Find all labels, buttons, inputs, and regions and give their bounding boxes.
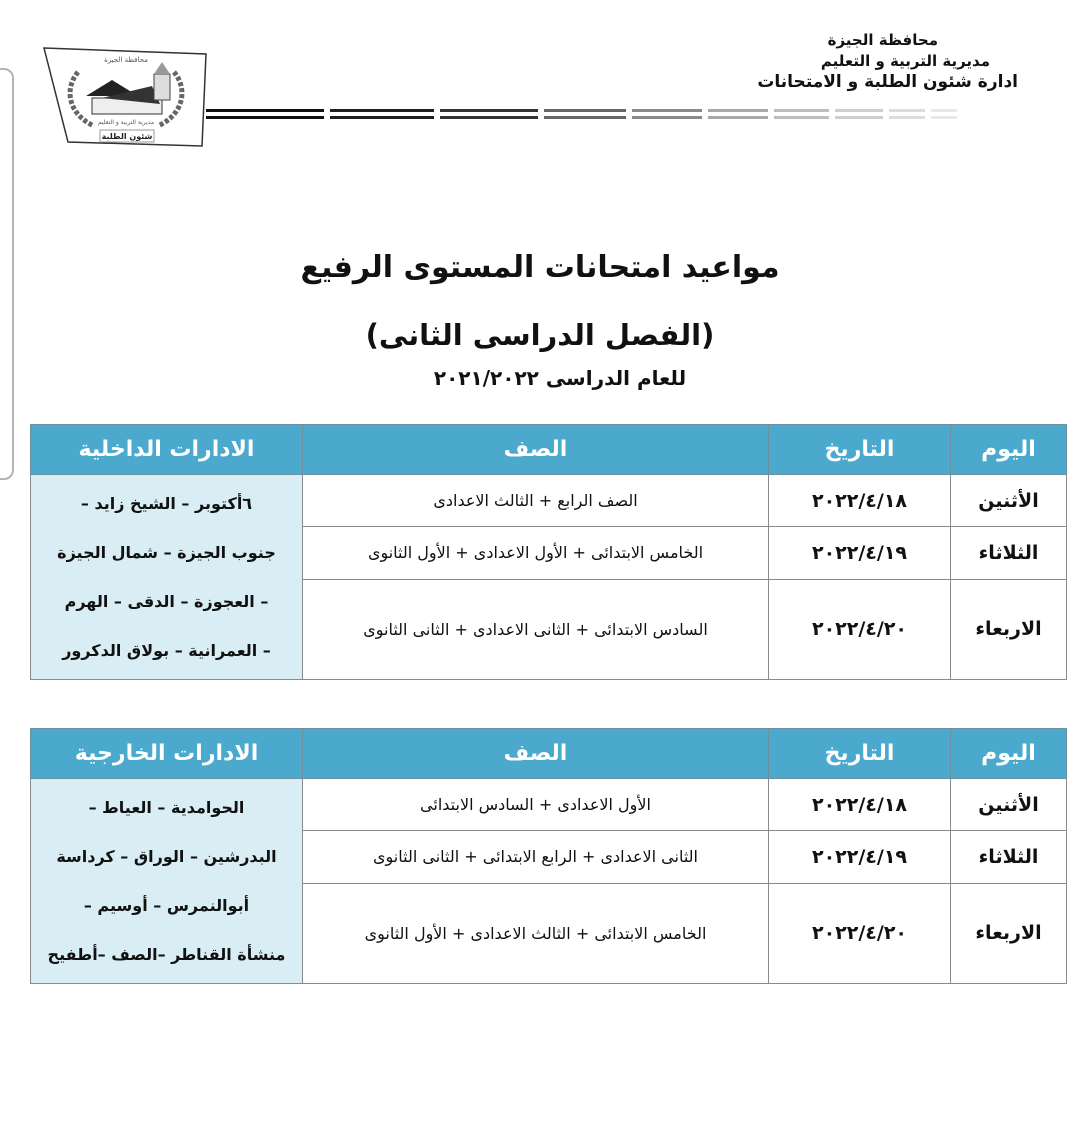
admin-cell — [31, 475, 303, 680]
date-cell: ٢٠٢٢/٤/١٩ — [769, 831, 951, 883]
admin-cell — [31, 779, 303, 984]
stripe — [835, 109, 883, 119]
grade-cell: الخامس الابتدائى + الثالث الاعدادى + الأول الثانوى — [303, 883, 769, 983]
schedule-table-internal — [30, 424, 1067, 680]
column-header-day: اليوم — [951, 425, 1067, 475]
grade-cell: الأول الاعدادى + السادس الابتدائى — [303, 779, 769, 831]
date-cell: ٢٠٢٢/٤/٢٠ — [769, 579, 951, 679]
grade-cell: الثانى الاعدادى + الرابع الابتدائى + الثانى الثانوى — [303, 831, 769, 883]
admin-line: – العمرانية – بولاق الدكرور — [62, 641, 271, 660]
admin-line: البدرشين – الوراق – كرداسة — [56, 847, 277, 866]
directorate-logo — [42, 44, 210, 150]
page-title: مواعيد امتحانات المستوى الرفيع — [300, 250, 780, 285]
stripe — [889, 109, 925, 119]
organization-header — [757, 30, 1018, 93]
date-cell: ٢٠٢٢/٤/١٨ — [769, 475, 951, 527]
table-row — [31, 475, 1067, 527]
education-emblem-icon — [42, 44, 210, 150]
stripe — [632, 109, 702, 119]
stripe — [931, 109, 957, 119]
stripe — [544, 109, 626, 119]
svg-text:شئون الطلبة: شئون الطلبة — [101, 132, 153, 141]
admin-line: ٦أكتوبر – الشيخ زايد – — [80, 494, 253, 513]
table-header-row — [31, 729, 1067, 779]
day-cell: الأثنين — [951, 779, 1067, 831]
column-header-admin: الادارات الداخلية — [31, 425, 303, 475]
department-name: ادارة شئون الطلبة و الامتحانات — [757, 72, 1018, 92]
admin-line: أبوالنمرس – أوسيم – — [83, 896, 250, 915]
column-header-date: التاريخ — [769, 729, 951, 779]
column-header-grade: الصف — [303, 729, 769, 779]
admin-line: جنوب الجيزة – شمال الجيزة — [57, 543, 276, 562]
day-cell: الاربعاء — [951, 883, 1067, 983]
day-cell: الأثنين — [951, 475, 1067, 527]
date-cell: ٢٠٢٢/٤/١٩ — [769, 527, 951, 579]
day-cell: الثلاثاء — [951, 831, 1067, 883]
column-header-date: التاريخ — [769, 425, 951, 475]
column-header-day: اليوم — [951, 729, 1067, 779]
admin-line: – العجوزة – الدقى – الهرم — [64, 592, 269, 611]
stripe — [708, 109, 768, 119]
admin-line: منشأة القناطر –الصف –أطفيح — [47, 945, 286, 964]
svg-text:مديرية التربية و التعليم: مديرية التربية و التعليم — [97, 119, 155, 126]
day-cell: الثلاثاء — [951, 527, 1067, 579]
stripe — [330, 109, 434, 119]
schedule-table-external — [30, 728, 1067, 984]
svg-text:محافظة الجيزة: محافظة الجيزة — [104, 56, 148, 64]
column-header-grade: الصف — [303, 425, 769, 475]
table-row — [31, 779, 1067, 831]
stripe — [206, 109, 324, 119]
grade-cell: السادس الابتدائى + الثانى الاعدادى + الثانى الثانوى — [303, 579, 769, 679]
date-cell: ٢٠٢٢/٤/٢٠ — [769, 883, 951, 983]
stripe — [440, 109, 538, 119]
day-cell: الاربعاء — [951, 579, 1067, 679]
decorative-stripes — [206, 109, 996, 119]
date-cell: ٢٠٢٢/٤/١٨ — [769, 779, 951, 831]
semester-title: (الفصل الدراسى الثانى) — [365, 318, 715, 352]
admin-line: الحوامدية – العياط – — [88, 798, 245, 817]
directorate-name: مديرية التربية و التعليم — [820, 52, 990, 70]
grade-cell: الصف الرابع + الثالث الاعدادى — [303, 475, 769, 527]
academic-year: للعام الدراسى ٢٠٢١/٢٠٢٢ — [433, 366, 687, 390]
column-header-admin: الادارات الخارجية — [31, 729, 303, 779]
table-header-row — [31, 425, 1067, 475]
governorate-name: محافظة الجيزة — [827, 31, 938, 49]
grade-cell: الخامس الابتدائى + الأول الاعدادى + الأول الثانوى — [303, 527, 769, 579]
stripe — [774, 109, 829, 119]
